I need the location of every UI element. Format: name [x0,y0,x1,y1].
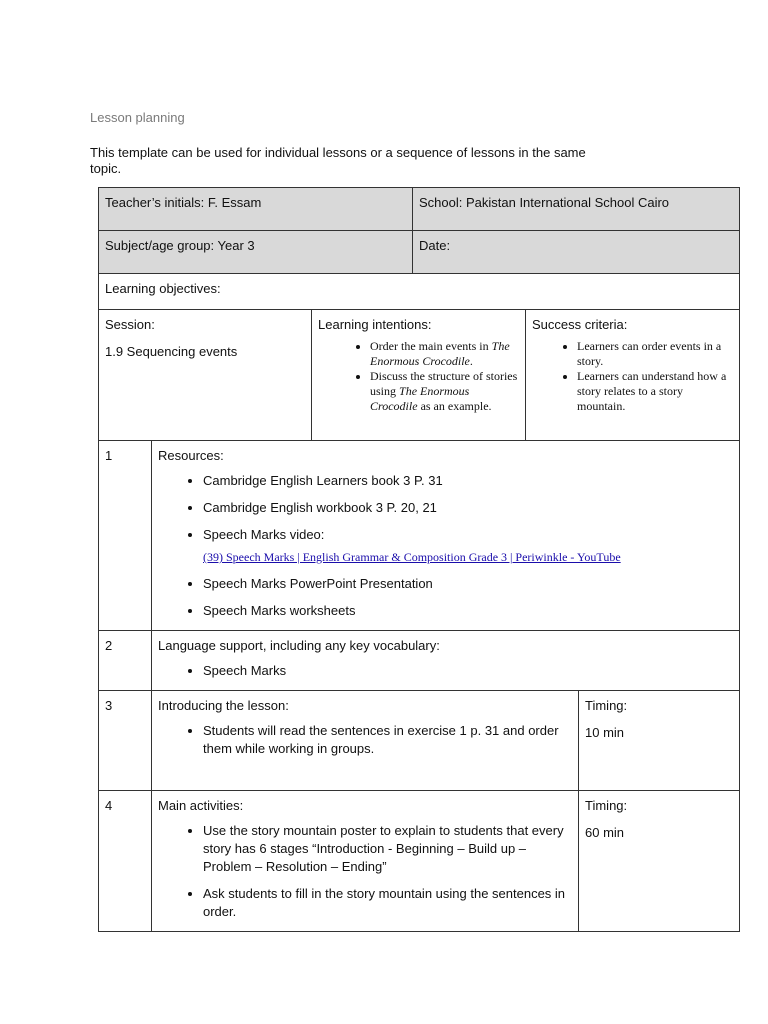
timing-cell [579,791,740,932]
school-cell: School: Pakistan International School Cairo [413,188,740,231]
resource-item: • Speech Marks PowerPoint Presentation [203,575,733,593]
timing-value: 60 min [585,825,625,840]
resource-item: • Cambridge English workbook 3 P. 20, 21 [203,499,733,517]
success-criteria-label: Success criteria: [532,317,628,332]
resource-item: • Speech Marks worksheets [203,602,733,620]
language-support-list [158,662,733,680]
lesson-plan-table [98,187,740,932]
document-title: Lesson planning [90,110,185,125]
timing-value: 10 min [585,725,625,740]
introducing-lesson-list [158,722,572,758]
introducing-lesson-label: Introducing the lesson: [158,698,289,713]
intention-item: • Order the main events in The Enormous Crocodile. [370,339,519,369]
teacher-initials-cell: Teacher’s initials: F. Essam [99,188,413,231]
main-activities-label: Main activities: [158,798,244,813]
subject-age-cell: Subject/age group: Year 3 [99,231,413,274]
learning-intentions-list [318,339,519,414]
session-cell [99,310,312,441]
intro-text: This template can be used for individual lessons or a sequence of lessons in the same topic. [90,145,586,176]
activity-item: • Ask students to fill in the story mountain using the sentences in order. [203,885,572,921]
session-label: Session: [105,317,155,332]
main-activities-list [158,822,572,921]
resource-item: • Speech Marks video: (39) Speech Marks | English Grammar & Composition Grade 3 | Periwinkle - YouTube [203,526,733,566]
language-support-cell [152,631,740,691]
date-cell: Date: [413,231,740,274]
language-support-label: Language support, including any key vocabulary: [158,638,440,653]
resources-cell [152,441,740,631]
timing-label: Timing: [585,798,628,813]
session-value: 1.9 Sequencing events [105,344,238,359]
intention-item: • Discuss the structure of stories using The Enormous Crocodile as an example. [370,369,519,414]
row-number: 1 [99,441,152,631]
resources-label: Resources: [158,448,224,463]
learning-objectives-cell: Learning objectives: [99,274,740,310]
success-criteria-cell [526,310,740,441]
vocab-item: • Speech Marks [203,662,733,680]
criteria-item: • Learners can understand how a story relates to a story mountain. [577,369,733,414]
introducing-lesson-cell [152,691,579,791]
activity-item: • Use the story mountain poster to explain to students that every story has 6 stages “Introduction - Beginning – Build up – Problem – Resolution – Ending” [203,822,572,876]
timing-cell [579,691,740,791]
learning-intentions-cell [312,310,526,441]
learning-intentions-label: Learning intentions: [318,317,432,332]
activity-item: • Students will read the sentences in exercise 1 p. 31 and order them while working in groups. [203,722,572,758]
criteria-item: • Learners can order events in a story. [577,339,733,369]
success-criteria-list [532,339,733,414]
speech-marks-video-link[interactable]: (39) Speech Marks | English Grammar & Composition Grade 3 | Periwinkle - YouTube [203,550,621,564]
row-number: 4 [99,791,152,932]
resource-item: • Cambridge English Learners book 3 P. 31 [203,472,733,490]
row-number: 2 [99,631,152,691]
resources-list [158,472,733,620]
timing-label: Timing: [585,698,628,713]
row-number: 3 [99,691,152,791]
main-activities-cell [152,791,579,932]
